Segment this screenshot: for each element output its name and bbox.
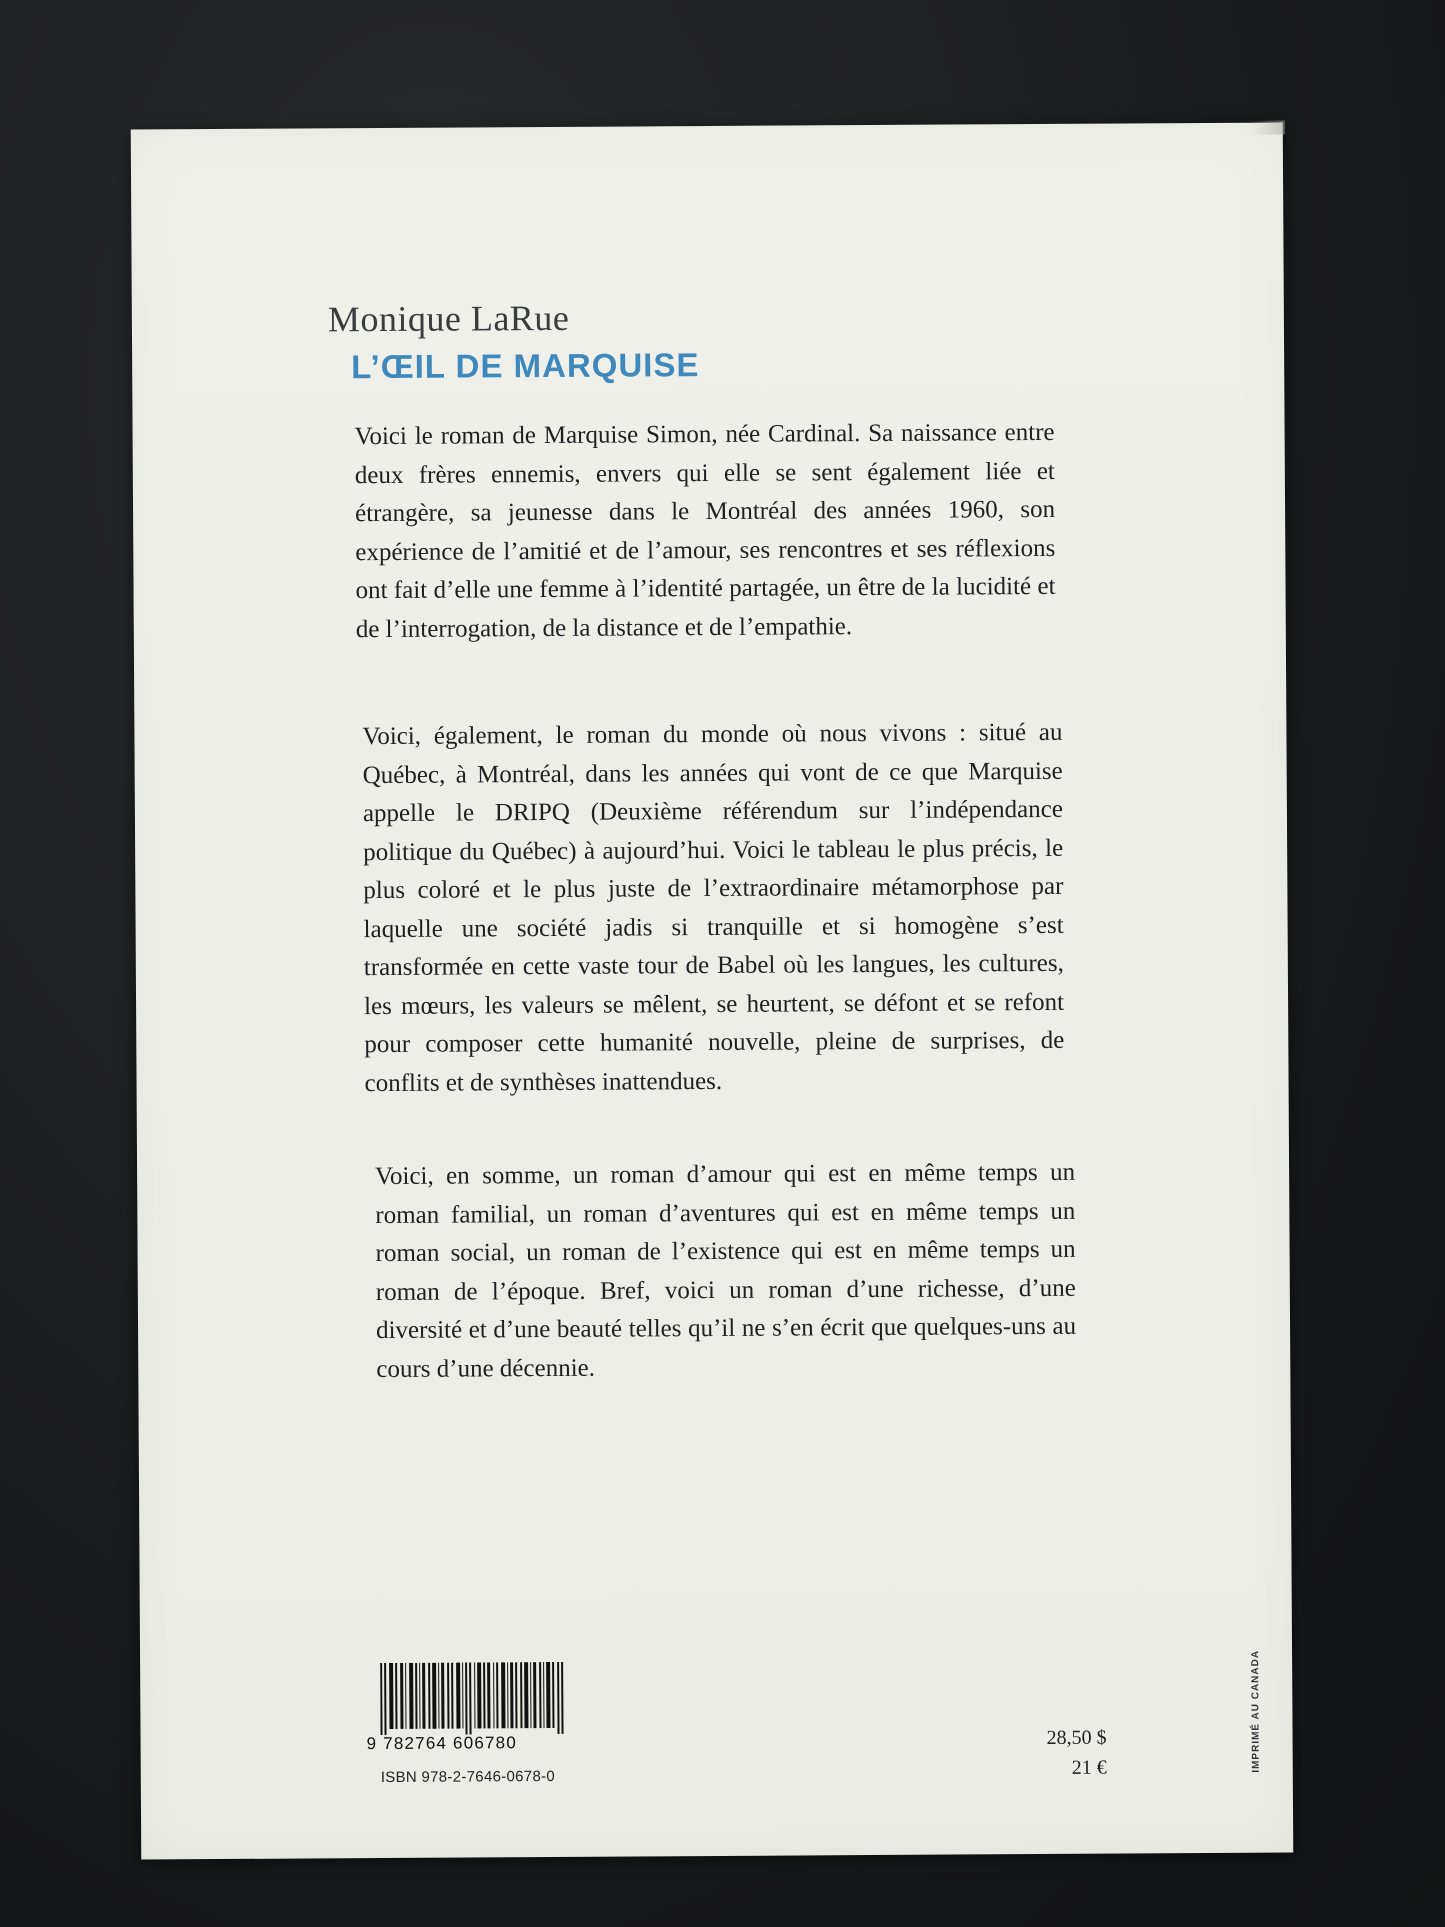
- blurb-paragraph-2: Voici, également, le roman du monde où nous vivons : situé au Québec, à Montréal, dans les années qui vont de ce que Marquise appelle le DRIPQ (Deuxième référendum sur l’indépendance politique du Québec) à aujourd’hui. Voici le tableau le plus précis, le plus coloré et le plus juste de l’extraordinaire métamorphose par laquelle une société jadis si tranquille et si homogène s’est transformée en cette vaste tour de Babel où les langues, les cultures, les mœurs, les valeurs se mêlent, se heurtent, se défont et se refont pour composer cette humanité nouvelle, pleine de surprises, de conflits et de synthèses inattendues.: [362, 718, 1065, 1097]
- barcode-digits: 9 782764 606780: [366, 1733, 518, 1754]
- printed-in-canada-label: IMPRIMÉ AU CANADA: [1250, 1649, 1262, 1773]
- book-title: L’ŒIL DE MARQUISE: [351, 346, 700, 386]
- price-cad: 28,50 $: [1046, 1726, 1107, 1749]
- barcode: [380, 1662, 570, 1735]
- price-eur: 21 €: [1071, 1756, 1107, 1779]
- blurb-paragraph-3: Voici, en somme, un roman d’amour qui est en même temps un roman familial, un roman d’aventures qui est en même temps un roman social, un roman de l’existence qui est en même temps un roman de l’époque. Bref, voici un roman d’une richesse, d’une diversité et d’une beauté telles qu’il ne s’en écrit que quelques-uns au cours d’une décennie.: [375, 1158, 1077, 1383]
- isbn-label: ISBN 978-2-7646-0678-0: [380, 1767, 556, 1787]
- author-name: Monique LaRue: [327, 297, 570, 340]
- book-back-cover: [131, 122, 1294, 1859]
- cover-corner-wear: [1251, 120, 1285, 134]
- blurb-paragraph-1: Voici le roman de Marquise Simon, née Cardinal. Sa naissance entre deux frères ennemis, envers qui elle se sent également liée et étrangère, sa jeunesse dans le Montréal des années 1960, son expérience de l’amitié et de l’amour, ses rencontres et ses réflexions ont fait d’elle une femme à l’identité partagée, un être de la lucidité et de l’interrogation, de la distance et de l’empathie.: [354, 418, 1056, 643]
